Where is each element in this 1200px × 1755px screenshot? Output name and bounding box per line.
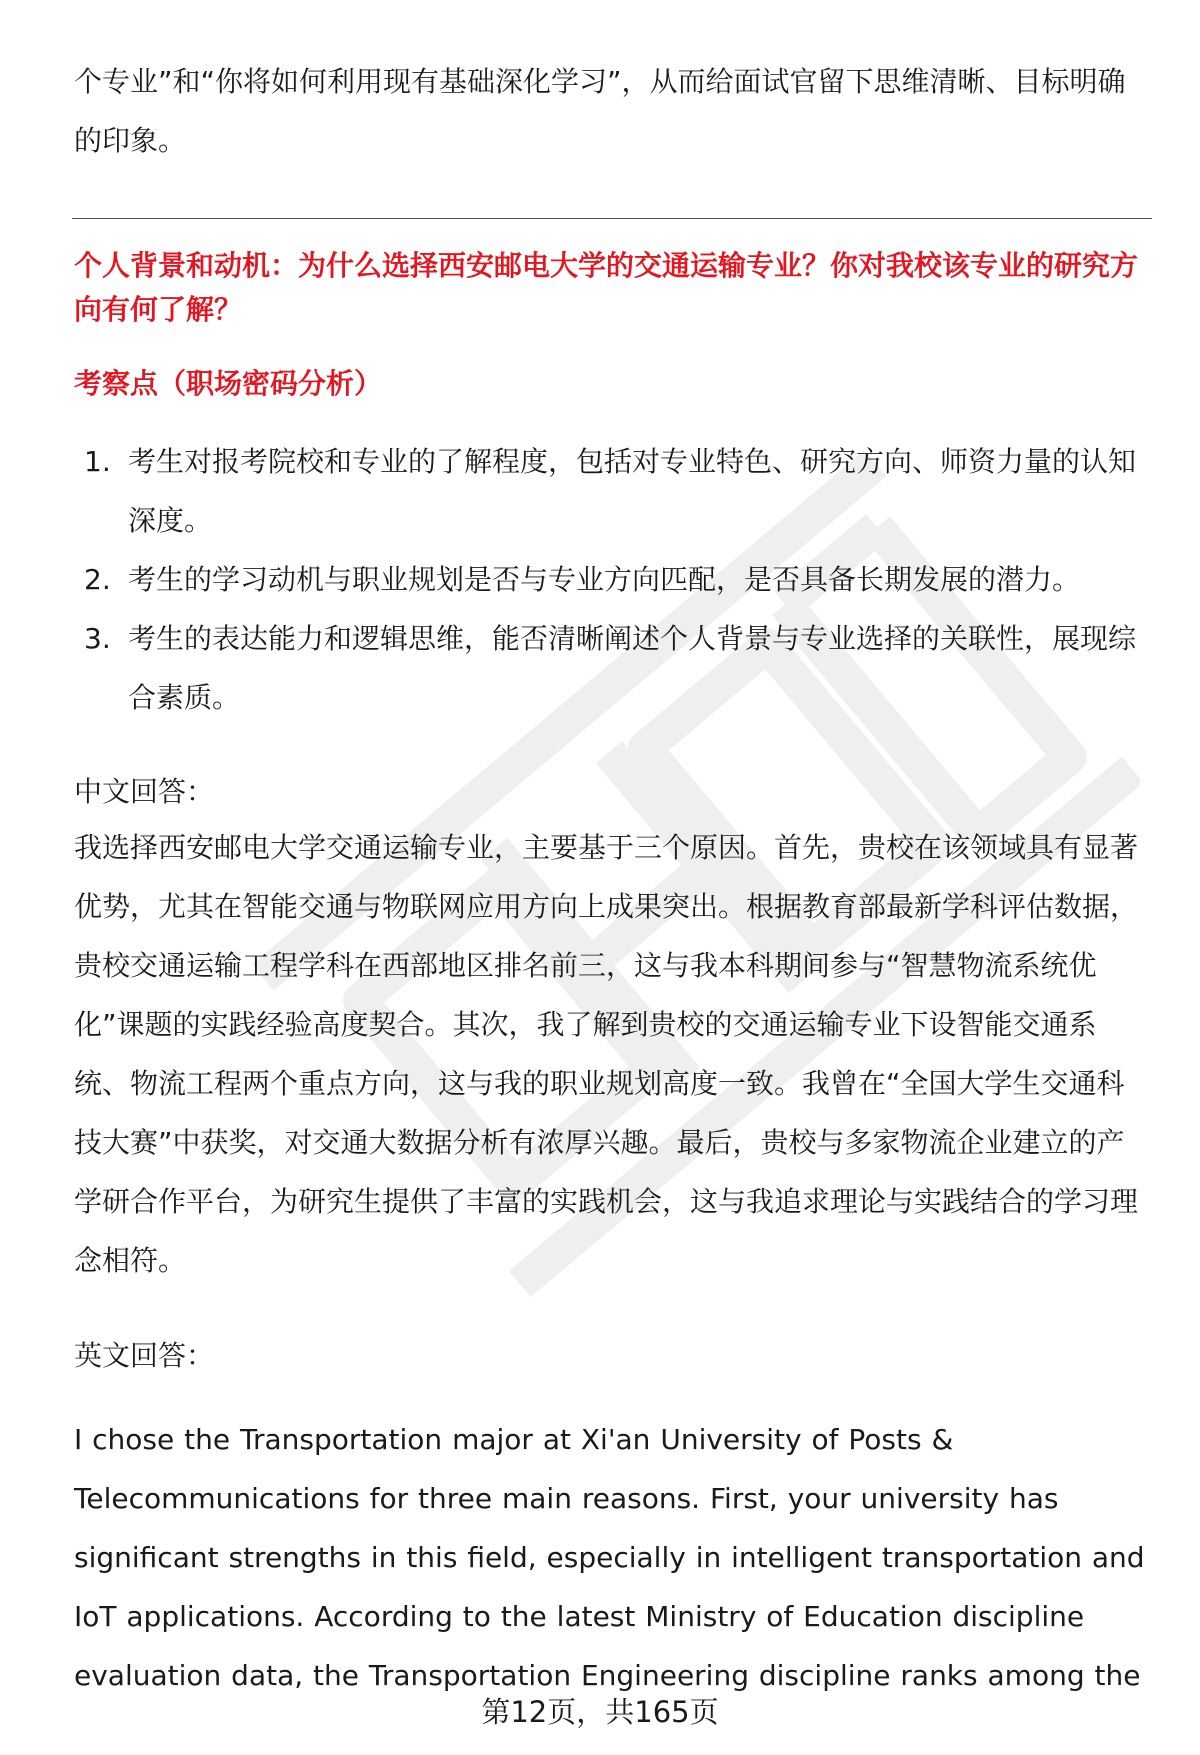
list-item-text: 考生对报考院校和专业的了解程度，包括对专业特色、研究方向、师资力量的认知深度。	[128, 445, 1137, 537]
chinese-answer-text: 我选择西安邮电大学交通运输专业，主要基于三个原因。首先，贵校在该领域具有显著优势，尤其在智能交通与物联网应用方向上成果突出。根据教育部最新学科评估数据，贵校交通运输工程学科在西部地区排名前三，这与我本科期间参与“智慧物流系统优化”课题的实践经验高度契合。其次，我了解到贵校的交通运输专业下设智能交通系统、物流工程两个重点方向，这与我的职业规划高度一致。我曾在“全国大学生交通科技大赛”中获奖，对交通大数据分析有浓厚兴趣。最后，贵校与多家物流企业建立的产学研合作平台，为研究生提供了丰富的实践机会，这与我追求理论与实践结合的学习理念相符。	[74, 831, 1139, 1277]
list-number: 1.	[84, 445, 111, 478]
english-answer-text: I chose the Transportation major at Xi'an University of Posts & Telecommunications for three main reasons. First, your university has significant strengths in this field, especially in intelligent transportation and IoT applications. According to the latest Ministry of Education discipline evaluation data, the Transportation Engineering discipline ranks among the	[74, 1423, 1145, 1692]
list-number: 2.	[84, 563, 111, 596]
list-item	[74, 609, 1148, 727]
section-divider	[72, 218, 1152, 219]
english-answer-label: 英文回答：	[74, 1339, 215, 1372]
assessment-heading: 考察点（职场密码分析）	[74, 367, 383, 400]
list-item-text: 考生的表达能力和逻辑思维，能否清晰阐述个人背景与专业选择的关联性，展现综合素质。	[128, 622, 1137, 714]
list-item	[74, 432, 1148, 550]
list-item-text: 考生的学习动机与职业规划是否与专业方向匹配，是否具备长期发展的潜力。	[128, 563, 1081, 596]
intro-paragraph: 个专业”和“你将如何利用现有基础深化学习”，从而给面试官留下思维清晰、目标明确的印象。	[74, 65, 1126, 157]
list-item	[74, 550, 1148, 609]
question-heading: 个人背景和动机：为什么选择西安邮电大学的交通运输专业？你对我校该专业的研究方向有何了解？	[74, 249, 1139, 326]
list-number: 3.	[84, 622, 111, 655]
assessment-points-list	[74, 432, 1148, 727]
page-footer: 第12页，共165页	[481, 1695, 719, 1729]
chinese-answer-label: 中文回答：	[74, 775, 215, 808]
